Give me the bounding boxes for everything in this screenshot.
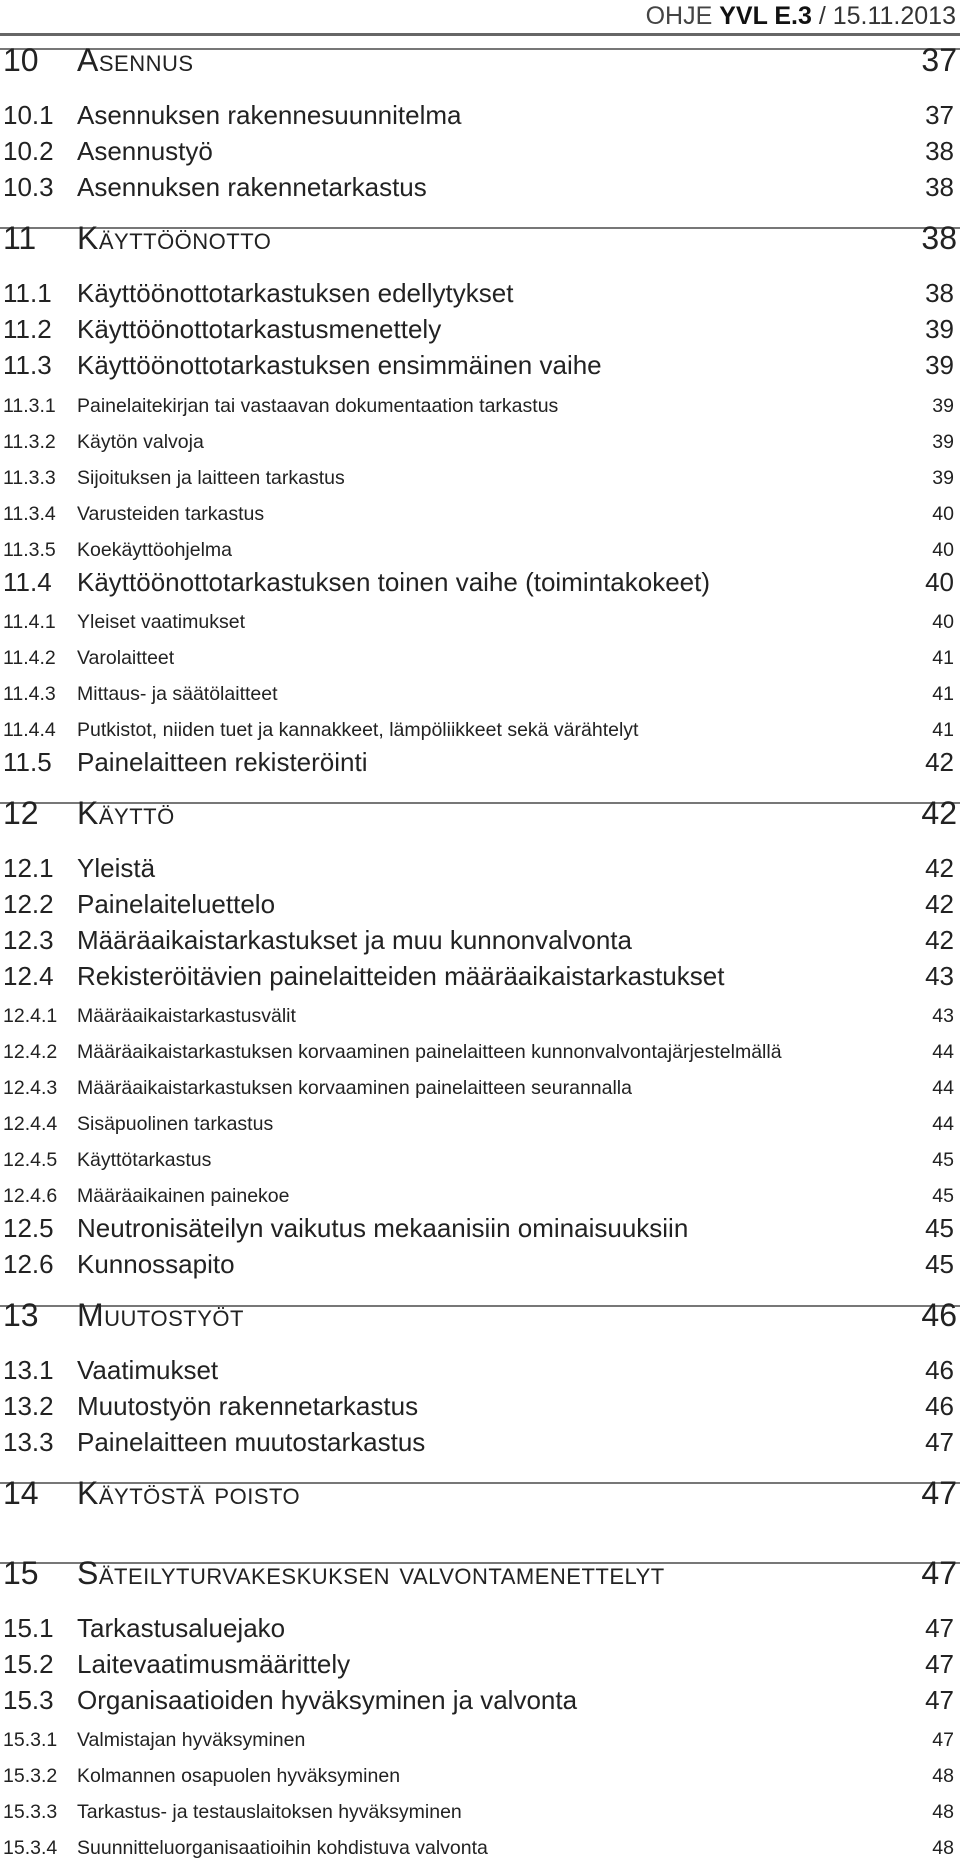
toc-section[interactable] [0,962,960,992]
toc-page-number: 42 [921,795,957,831]
toc-title: Käyttö [77,795,175,831]
toc-chapter[interactable] [0,1297,960,1334]
toc-title: Varolaitteet [77,646,175,669]
toc-section[interactable] [0,926,960,956]
toc-section[interactable] [0,1250,960,1280]
toc-page-number: 37 [921,42,957,78]
toc-number: 15.3.4 [3,1836,58,1859]
toc-page-number: 44 [932,1076,954,1099]
toc-number: 13.1 [3,1355,54,1385]
toc-subsection[interactable] [0,1041,960,1063]
toc-number: 12.3 [3,925,54,955]
toc-section[interactable] [0,1392,960,1422]
toc-page-number: 39 [932,394,954,417]
toc-number: 15.1 [3,1613,54,1643]
toc-title: Tarkastusaluejako [77,1613,286,1643]
toc-number: 11.3.1 [3,394,56,417]
toc-page-number: 47 [925,1427,954,1457]
toc-page-number: 48 [932,1764,954,1787]
toc-page-number: 46 [925,1391,954,1421]
toc-title: Määräaikaistarkastukset ja muu kunnonvalvonta [77,925,632,955]
toc-page-number: 45 [932,1148,954,1171]
toc-page-number: 44 [932,1040,954,1063]
toc-chapter[interactable] [0,42,960,79]
toc-page-number: 43 [925,961,954,991]
toc-title: Käyttöönottotarkastuksen toinen vaihe (toimintakokeet) [77,567,711,597]
toc-number: 15.3.1 [3,1728,58,1751]
toc-number: 12.4.2 [3,1040,58,1063]
toc-title: Kunnossapito [77,1249,235,1279]
toc-title: Määräaikaistarkastuksen korvaaminen painelaitteen seurannalla [77,1076,632,1099]
toc-title: Valmistajan hyväksyminen [77,1728,306,1751]
toc-subsection[interactable] [0,1729,960,1751]
toc-subsection[interactable] [0,1185,960,1207]
toc-title: Asennuksen rakennesuunnitelma [77,100,462,130]
toc-number: 14 [3,1475,39,1511]
toc-number: 11.5 [3,747,52,777]
toc-number: 13 [3,1297,39,1333]
toc-page-number: 41 [932,718,954,741]
toc-title: Rekisteröitävien painelaitteiden määräaikaistarkastukset [77,961,725,991]
toc-subsection[interactable] [0,647,960,669]
toc-page-number: 47 [925,1649,954,1679]
toc-subsection[interactable] [0,503,960,525]
toc-title: Varusteiden tarkastus [77,502,265,525]
toc-subsection[interactable] [0,1077,960,1099]
toc-number: 13.2 [3,1391,54,1421]
guide-date: / 15.11.2013 [818,2,956,30]
toc-number: 12.4.3 [3,1076,58,1099]
toc-number: 12.4 [3,961,54,991]
toc-number: 13.3 [3,1427,54,1457]
toc-title: Muutostyöt [77,1297,244,1333]
toc-page-number: 42 [925,925,954,955]
toc-section[interactable] [0,173,960,203]
toc-number: 11.3 [3,350,52,380]
toc-page-number: 45 [925,1249,954,1279]
toc-page-number: 38 [925,136,954,166]
toc-title: Koekäyttöohjelma [77,538,233,561]
toc-page-number: 39 [925,350,954,380]
toc-page-number: 43 [932,1004,954,1027]
toc-subsection[interactable] [0,1005,960,1027]
toc-page-number: 40 [932,610,954,633]
toc-page-number: 40 [932,502,954,525]
guide-label: OHJE [645,2,713,30]
toc-title: Käytöstä poisto [77,1475,301,1511]
toc-number: 10.3 [3,172,54,202]
toc-number: 12.4.1 [3,1004,58,1027]
toc-page-number: 39 [925,314,954,344]
toc-number: 11.3.4 [3,502,56,525]
toc-title: Sisäpuolinen tarkastus [77,1112,274,1135]
toc-number: 15.3.3 [3,1800,58,1823]
toc-page-number: 46 [925,1355,954,1385]
toc-chapter[interactable] [0,1555,960,1592]
toc-title: Painelaitteen rekisteröinti [77,747,368,777]
toc-subsection[interactable] [0,683,960,705]
toc-number: 11.3.5 [3,538,56,561]
toc-section[interactable] [0,568,960,598]
toc-page-number: 46 [921,1297,957,1333]
toc-page-number: 42 [925,853,954,883]
toc-title: Käyttötarkastus [77,1148,212,1171]
toc-number: 12.4.4 [3,1112,58,1135]
toc-title: Määräaikainen painekoe [77,1184,290,1207]
toc-page-number: 47 [932,1728,954,1751]
toc-section[interactable] [0,279,960,309]
toc-subsection[interactable] [0,1149,960,1171]
toc-section[interactable] [0,351,960,381]
toc-title: Painelaitekirjan tai vastaavan dokumentaation tarkastus [77,394,559,417]
toc-number: 10.2 [3,136,54,166]
toc-title: Suunnitteluorganisaatioihin kohdistuva valvonta [77,1836,488,1859]
toc-number: 12 [3,795,39,831]
toc-page-number: 44 [932,1112,954,1135]
toc-section[interactable] [0,1650,960,1680]
toc-number: 12.1 [3,853,54,883]
toc-title: Painelaiteluettelo [77,889,276,919]
toc-page-number: 45 [925,1213,954,1243]
toc-page-number: 41 [932,646,954,669]
toc-number: 11.3.3 [3,466,56,489]
toc-number: 10.1 [3,100,54,130]
toc-title: Painelaitteen muutostarkastus [77,1427,426,1457]
toc-section[interactable] [0,1214,960,1244]
toc-subsection[interactable] [0,1765,960,1787]
toc-title: Käyttöönottotarkastuksen ensimmäinen vaihe [77,350,602,380]
toc-number: 11.4.1 [3,610,56,633]
toc-title: Käyttöönottotarkastusmenettely [77,314,442,344]
toc-page-number: 40 [925,567,954,597]
toc-section[interactable] [0,315,960,345]
toc-section[interactable] [0,1614,960,1644]
toc-number: 15 [3,1555,39,1591]
toc-page-number: 47 [925,1613,954,1643]
toc-section[interactable] [0,748,960,778]
toc-number: 11.2 [3,314,52,344]
toc-page-number: 38 [925,172,954,202]
toc-number: 15.2 [3,1649,54,1679]
toc-title: Asennuksen rakennetarkastus [77,172,427,202]
toc-number: 12.2 [3,889,54,919]
toc-page-number: 47 [921,1555,957,1591]
toc-section[interactable] [0,1686,960,1716]
toc-title: Yleiset vaatimukset [77,610,245,633]
toc-page-number: 37 [925,100,954,130]
toc-page-number: 42 [925,747,954,777]
toc-title: Asennustyö [77,136,213,166]
toc-subsection[interactable] [0,1837,960,1859]
toc-title: Määräaikaistarkastusvälit [77,1004,296,1027]
toc-chapter[interactable] [0,220,960,257]
toc-title: Neutronisäteilyn vaikutus mekaanisiin ominaisuuksiin [77,1213,689,1243]
toc-title: Asennus [77,42,194,78]
toc-number: 11.4.4 [3,718,56,741]
toc-number: 10 [3,42,39,78]
toc-title: Käytön valvoja [77,430,204,453]
toc-page-number: 39 [932,430,954,453]
toc-subsection[interactable] [0,539,960,561]
toc-title: Käyttöönotto [77,220,272,256]
toc-subsection[interactable] [0,719,960,741]
toc-title: Kolmannen osapuolen hyväksyminen [77,1764,401,1787]
toc-section[interactable] [0,101,960,131]
toc-number: 11.4.2 [3,646,56,669]
toc-title: Mittaus- ja säätölaitteet [77,682,278,705]
toc-number: 15.3 [3,1685,54,1715]
toc-title: Tarkastus- ja testauslaitoksen hyväksyminen [77,1800,462,1823]
toc-subsection[interactable] [0,395,960,417]
toc-number: 11.4 [3,567,52,597]
toc-title: Sijoituksen ja laitteen tarkastus [77,466,345,489]
toc-subsection[interactable] [0,1113,960,1135]
toc-section[interactable] [0,1356,960,1386]
toc-page-number: 48 [932,1800,954,1823]
toc-number: 11 [3,220,37,256]
toc-number: 11.3.2 [3,430,56,453]
toc-page-number: 47 [925,1685,954,1715]
toc-title: Yleistä [77,853,156,883]
toc-title: Laitevaatimusmäärittely [77,1649,351,1679]
toc-title: Määräaikaistarkastuksen korvaaminen painelaitteen kunnonvalvontajärjestelmällä [77,1040,782,1063]
toc-section[interactable] [0,854,960,884]
toc-title: Muutostyön rakennetarkastus [77,1391,419,1421]
toc-subsection[interactable] [0,1801,960,1823]
toc-page-number: 48 [932,1836,954,1859]
toc-title: Vaatimukset [77,1355,219,1385]
toc-page-number: 38 [921,220,957,256]
toc-number: 12.6 [3,1249,54,1279]
toc-number: 12.4.6 [3,1184,58,1207]
toc-number: 11.1 [3,278,52,308]
toc-number: 12.5 [3,1213,54,1243]
toc-title: Putkistot, niiden tuet ja kannakkeet, lämpöliikkeet sekä värähtelyt [77,718,639,741]
toc-subsection[interactable] [0,611,960,633]
toc-number: 12.4.5 [3,1148,58,1171]
guide-code: YVL E.3 [719,2,812,30]
toc-chapter[interactable] [0,795,960,832]
toc-title: Organisaatioiden hyväksyminen ja valvonta [77,1685,578,1715]
toc-page-number: 47 [921,1475,957,1511]
toc-section[interactable] [0,1428,960,1458]
toc-page-number: 38 [925,278,954,308]
toc-page-number: 39 [932,466,954,489]
toc-subsection[interactable] [0,467,960,489]
toc-page-number: 45 [932,1184,954,1207]
toc-section[interactable] [0,137,960,167]
toc-section[interactable] [0,890,960,920]
toc-number: 15.3.2 [3,1764,58,1787]
toc-number: 11.4.3 [3,682,56,705]
toc-title: Käyttöönottotarkastuksen edellytykset [77,278,514,308]
toc-page-number: 41 [932,682,954,705]
toc-page-number: 42 [925,889,954,919]
toc-page-number: 40 [932,538,954,561]
toc-title: Säteilyturvakeskuksen valvontamenettelyt [77,1555,665,1591]
toc-subsection[interactable] [0,431,960,453]
toc-chapter[interactable] [0,1475,960,1512]
